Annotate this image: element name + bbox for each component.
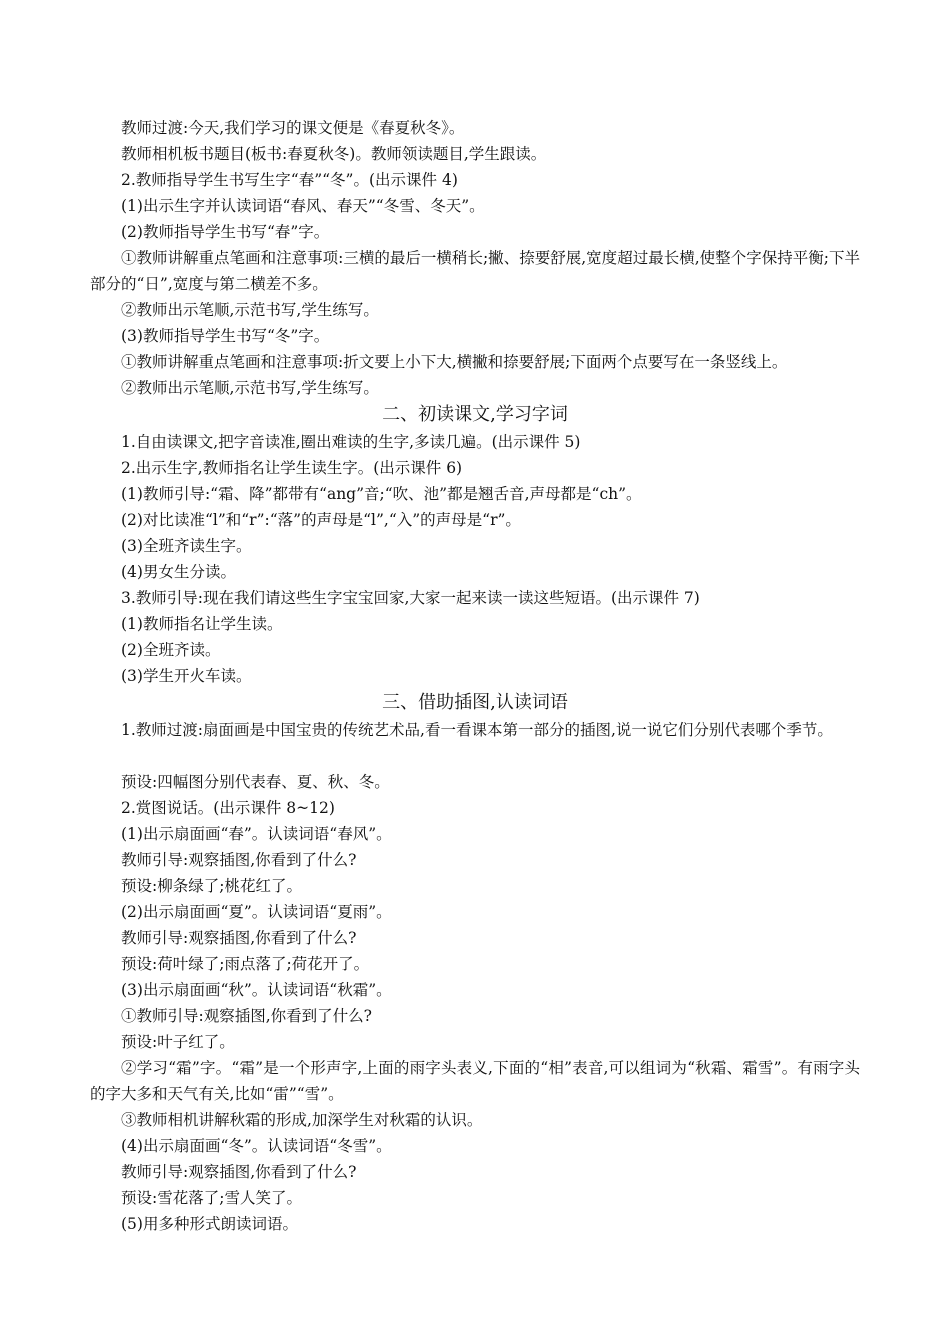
paragraph: (4)男女生分读。 <box>121 563 236 581</box>
paragraph: ③教师相机讲解秋霜的形成,加深学生对秋霜的认识。 <box>121 1111 483 1129</box>
paragraph: 2.教师指导学生书写生字“春”“冬”。(出示课件 4) <box>121 171 458 189</box>
paragraph: (1)出示扇面画“春”。认读词语“春风”。 <box>121 825 392 843</box>
section-heading: 二、初读课文,学习字词 <box>382 404 568 425</box>
paragraph: ①教师讲解重点笔画和注意事项:折文要上小下大,横撇和捺要舒展;下面两个点要写在一条竖线上。 <box>121 353 788 371</box>
paragraph: (1)出示生字并认读词语“春风、春天”“冬雪、冬天”。 <box>121 197 485 215</box>
paragraph: ②教师出示笔顺,示范书写,学生练写。 <box>121 301 379 319</box>
paragraph: 教师过渡:今天,我们学习的课文便是《春夏秋冬》。 <box>121 119 465 137</box>
section-heading: 三、借助插图,认读词语 <box>382 692 568 713</box>
paragraph: ②学习“霜”字。“霜”是一个形声字,上面的雨字头表义,下面的“相”表音,可以组词为“秋霜、霜雪”。有雨字头的字大多和天气有关,比如“雷”“雪”。 <box>90 1059 860 1103</box>
paragraph: 预设:四幅图分别代表春、夏、秋、冬。 <box>121 773 390 791</box>
paragraph: (1)教师指名让学生读。 <box>121 615 283 633</box>
paragraph: ①教师讲解重点笔画和注意事项:三横的最后一横稍长;撇、捺要舒展,宽度超过最长横,使整个字保持平衡;下半部分的“日”,宽度与第二横差不多。 <box>90 249 860 293</box>
paragraph: (2)教师指导学生书写“春”字。 <box>121 223 330 241</box>
paragraph: 2.出示生字,教师指名让学生读生字。(出示课件 6) <box>121 459 463 477</box>
paragraph: (5)用多种形式朗读词语。 <box>121 1215 298 1233</box>
paragraph: (3)出示扇面画“秋”。认读词语“秋霜”。 <box>121 981 392 999</box>
paragraph: 1.教师过渡:扇面画是中国宝贵的传统艺术品,看一看课本第一部分的插图,说一说它们分别代表哪个季节。 <box>121 721 833 739</box>
paragraph: 教师引导:观察插图,你看到了什么? <box>121 929 357 947</box>
paragraph: 预设:荷叶绿了;雨点落了;荷花开了。 <box>121 955 370 973</box>
paragraph: 教师引导:观察插图,你看到了什么? <box>121 1163 357 1181</box>
paragraph: (3)全班齐读生字。 <box>121 537 252 555</box>
paragraph: 预设:叶子红了。 <box>121 1033 235 1051</box>
paragraph: 3.教师引导:现在我们请这些生字宝宝回家,大家一起来读一读这些短语。(出示课件 7) <box>121 589 700 607</box>
paragraph: 1.自由读课文,把字音读准,圈出难读的生字,多读几遍。(出示课件 5) <box>121 433 581 451</box>
paragraph: (3)学生开火车读。 <box>121 667 252 685</box>
paragraph: (3)教师指导学生书写“冬”字。 <box>121 327 330 345</box>
paragraph: (1)教师引导:“霜、降”都带有“ang”音;“吹、池”都是翘舌音,声母都是“ch”。 <box>121 485 642 503</box>
paragraph: (2)对比读准“l”和“r”:“落”的声母是“l”,“入”的声母是“r”。 <box>121 511 521 529</box>
paragraph: ②教师出示笔顺,示范书写,学生练写。 <box>121 379 379 397</box>
paragraph: 预设:雪花落了;雪人笑了。 <box>121 1189 302 1207</box>
paragraph: ①教师引导:观察插图,你看到了什么? <box>121 1007 372 1025</box>
paragraph: 2.赏图说话。(出示课件 8~12) <box>121 799 335 817</box>
paragraph: 教师相机板书题目(板书:春夏秋冬)。教师领读题目,学生跟读。 <box>121 145 547 163</box>
paragraph: (4)出示扇面画“冬”。认读词语“冬雪”。 <box>121 1137 392 1155</box>
paragraph: 预设:柳条绿了;桃花红了。 <box>121 877 302 895</box>
paragraph: (2)全班齐读。 <box>121 641 221 659</box>
paragraph: (2)出示扇面画“夏”。认读词语“夏雨”。 <box>121 903 392 921</box>
paragraph: 教师引导:观察插图,你看到了什么? <box>121 851 357 869</box>
